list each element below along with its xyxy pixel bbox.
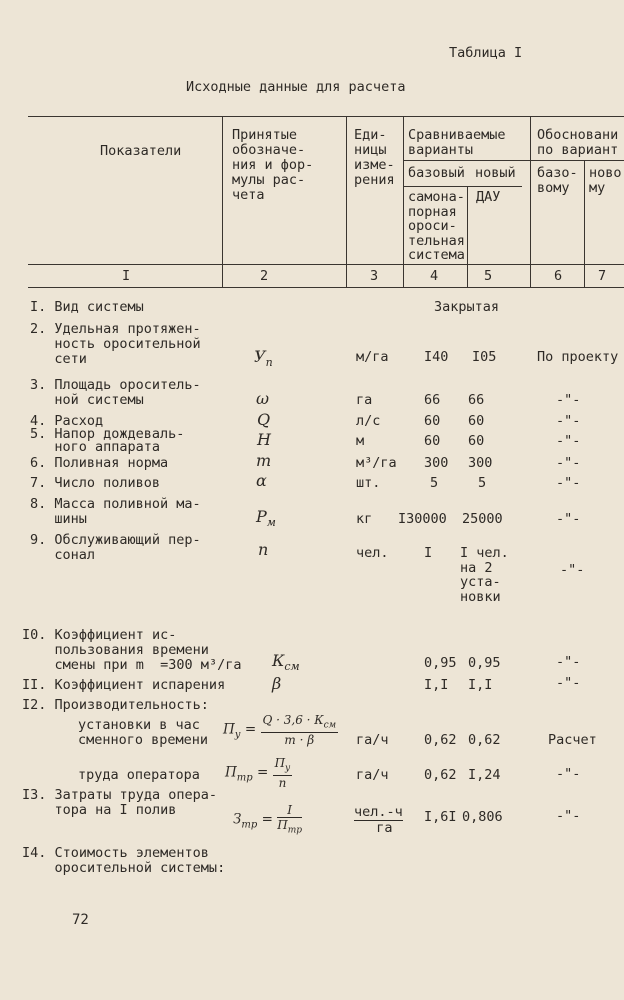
row-8-note: -"- bbox=[556, 511, 581, 527]
row-12b-new: I,24 bbox=[468, 767, 501, 783]
header-formulas: Принятые обозначе- ния и фор- мулы рас- чета bbox=[232, 127, 314, 203]
row-5-base: 60 bbox=[424, 433, 441, 449]
colnum-4: 4 bbox=[430, 268, 439, 284]
page-number: 72 bbox=[72, 912, 89, 928]
row-9-symbol: n bbox=[258, 540, 269, 559]
row-12b-base: 0,62 bbox=[424, 767, 457, 783]
row-8-symbol: $Р_м$ bbox=[256, 507, 276, 530]
col-divider-6 bbox=[584, 160, 585, 287]
row-5-symbol: Н bbox=[257, 430, 271, 449]
row-8-base: I30000 bbox=[398, 511, 447, 527]
row-5-new: 60 bbox=[468, 433, 485, 449]
row-2-base: I40 bbox=[424, 349, 449, 365]
row-11-base: I,I bbox=[424, 677, 449, 693]
row-11-new: I,I bbox=[468, 677, 493, 693]
row-9-label: 9. Обслуживающий пер- сонал bbox=[30, 532, 201, 563]
header-basic-system: самона- порная ороси- тельная система bbox=[408, 189, 465, 263]
header-new-to: ново му bbox=[589, 165, 622, 196]
row-6-note: -"- bbox=[556, 455, 581, 471]
row-3-label: 3. Площадь ороситель- ной системы bbox=[30, 377, 201, 408]
row-13-unit: чел.-ч га bbox=[354, 804, 403, 836]
row-3-note: -"- bbox=[556, 392, 581, 408]
row-7-note: -"- bbox=[556, 475, 581, 491]
row-2-note: По проекту bbox=[537, 349, 619, 365]
row-11-label: II. Коэффициент испарения bbox=[22, 677, 226, 693]
row-12b-unit: га/ч bbox=[356, 767, 389, 783]
row-12b-note: -"- bbox=[556, 766, 581, 782]
row-6-symbol: m bbox=[256, 451, 272, 470]
colnum-bottom-rule bbox=[28, 287, 624, 288]
row-12b-label: труда оператора bbox=[78, 767, 200, 783]
col-divider-3 bbox=[403, 116, 404, 287]
row-7-base: 5 bbox=[430, 475, 439, 491]
header-compared: Сравниваемые варианты bbox=[408, 127, 506, 158]
row-8-new: 25000 bbox=[462, 511, 503, 527]
col-divider-5 bbox=[530, 116, 531, 287]
col-divider-4 bbox=[467, 186, 468, 287]
row-5-label: 5. Напор дождеваль- ного аппарата bbox=[30, 426, 185, 455]
row-5-note: -"- bbox=[556, 433, 581, 449]
header-new: новый bbox=[475, 165, 516, 181]
row-10-new: 0,95 bbox=[468, 655, 501, 671]
row-12a-new: 0,62 bbox=[468, 732, 501, 748]
row-1-value: Закрытая bbox=[434, 299, 500, 315]
header-dau: ДАУ bbox=[476, 189, 501, 205]
row-2-label: 2. Удельная протяжен- ность оросительной сети bbox=[30, 321, 201, 367]
row-8-unit: кг bbox=[356, 511, 373, 527]
row-14-label: I4. Стоимость элементов оросительной системы: bbox=[22, 845, 226, 876]
row-3-unit: га bbox=[356, 392, 373, 408]
colnum-7: 7 bbox=[598, 268, 607, 284]
col-divider-2 bbox=[346, 116, 347, 287]
row-9-new: I чел. на 2 уста- новки bbox=[460, 545, 509, 605]
row-4-label: 4. Расход bbox=[30, 413, 104, 429]
table-top-rule bbox=[28, 116, 624, 117]
row-7-new: 5 bbox=[478, 475, 487, 491]
row-4-new: 60 bbox=[468, 413, 485, 429]
header-basic: базовый bbox=[408, 165, 465, 181]
row-2-unit: м/га bbox=[356, 349, 389, 365]
row-4-symbol: Q bbox=[257, 410, 271, 429]
header-basic-to: базо- вому bbox=[537, 165, 578, 196]
row-4-unit: л/с bbox=[356, 413, 381, 429]
row-13-note: -"- bbox=[556, 808, 581, 824]
row-11-symbol: β bbox=[272, 674, 282, 693]
row-13-base: I,6I bbox=[424, 809, 457, 825]
header-bottom-rule bbox=[28, 264, 624, 265]
header-justification: Обосновани по вариант bbox=[537, 127, 619, 158]
row-12a-formula: $П_у$ = $\frac{Q \cdot 3,6 \cdot К_{см}}{m \cdot \beta}$ bbox=[223, 713, 337, 748]
row-8-label: 8. Масса поливной ма- шины bbox=[30, 496, 201, 527]
row-2-symbol: $У_п$ bbox=[254, 347, 273, 370]
row-13-label: I3. Затраты труда опера- тора на I полив bbox=[22, 787, 218, 818]
row-7-label: 7. Число поливов bbox=[30, 475, 161, 491]
colnum-3: 3 bbox=[370, 268, 379, 284]
table-title: Исходные данные для расчета bbox=[186, 79, 406, 95]
row-9-base: I bbox=[424, 545, 433, 561]
table-label: Таблица I bbox=[449, 45, 523, 61]
row-9-unit: чел. bbox=[356, 545, 389, 561]
row-12a-base: 0,62 bbox=[424, 732, 457, 748]
row-12a-label: установки в час сменного времени bbox=[78, 717, 209, 748]
colnum-2: 2 bbox=[260, 268, 269, 284]
header-sub-rule bbox=[404, 160, 624, 161]
row-5-unit: м bbox=[356, 433, 365, 449]
row-12-label: I2. Производительность: bbox=[22, 697, 209, 713]
row-3-new: 66 bbox=[468, 392, 485, 408]
row-1-label: I. Вид системы bbox=[30, 299, 144, 315]
row-6-new: 300 bbox=[468, 455, 493, 471]
row-13-new: 0,806 bbox=[462, 809, 503, 825]
col-divider-1 bbox=[222, 116, 223, 287]
row-10-label: I0. Коэффициент ис- пользования времени смены при m =300 м³/га bbox=[22, 627, 242, 673]
row-3-base: 66 bbox=[424, 392, 441, 408]
row-10-symbol: $К_{см}$ bbox=[272, 651, 300, 674]
row-7-symbol: α bbox=[256, 471, 267, 490]
row-4-note: -"- bbox=[556, 413, 581, 429]
header-units: Еди- ницы изме- рения bbox=[354, 127, 395, 188]
colnum-6: 6 bbox=[554, 268, 563, 284]
row-12a-note: Расчет bbox=[548, 732, 597, 748]
colnum-1: I bbox=[122, 268, 131, 284]
row-2-new: I05 bbox=[472, 349, 497, 365]
row-11-note: -"- bbox=[556, 675, 581, 691]
row-6-base: 300 bbox=[424, 455, 449, 471]
row-3-symbol: ω bbox=[256, 389, 270, 408]
row-6-label: 6. Поливная норма bbox=[30, 455, 169, 471]
row-10-base: 0,95 bbox=[424, 655, 457, 671]
row-10-note: -"- bbox=[556, 654, 581, 670]
row-6-unit: м³/га bbox=[356, 455, 397, 471]
header-sub-rule-2 bbox=[404, 186, 522, 187]
row-7-unit: шт. bbox=[356, 475, 381, 491]
row-12a-unit: га/ч bbox=[356, 732, 389, 748]
header-indicator: Показатели bbox=[100, 143, 182, 159]
row-9-note: -"- bbox=[560, 562, 585, 578]
row-12b-formula: $П_{тр}$ = $\frac{П_у}{n}$ bbox=[225, 756, 291, 791]
colnum-5: 5 bbox=[484, 268, 493, 284]
row-4-base: 60 bbox=[424, 413, 441, 429]
row-13-formula: $З_{тр}$ = $\frac{I}{П_{тр}}$ bbox=[233, 803, 302, 836]
